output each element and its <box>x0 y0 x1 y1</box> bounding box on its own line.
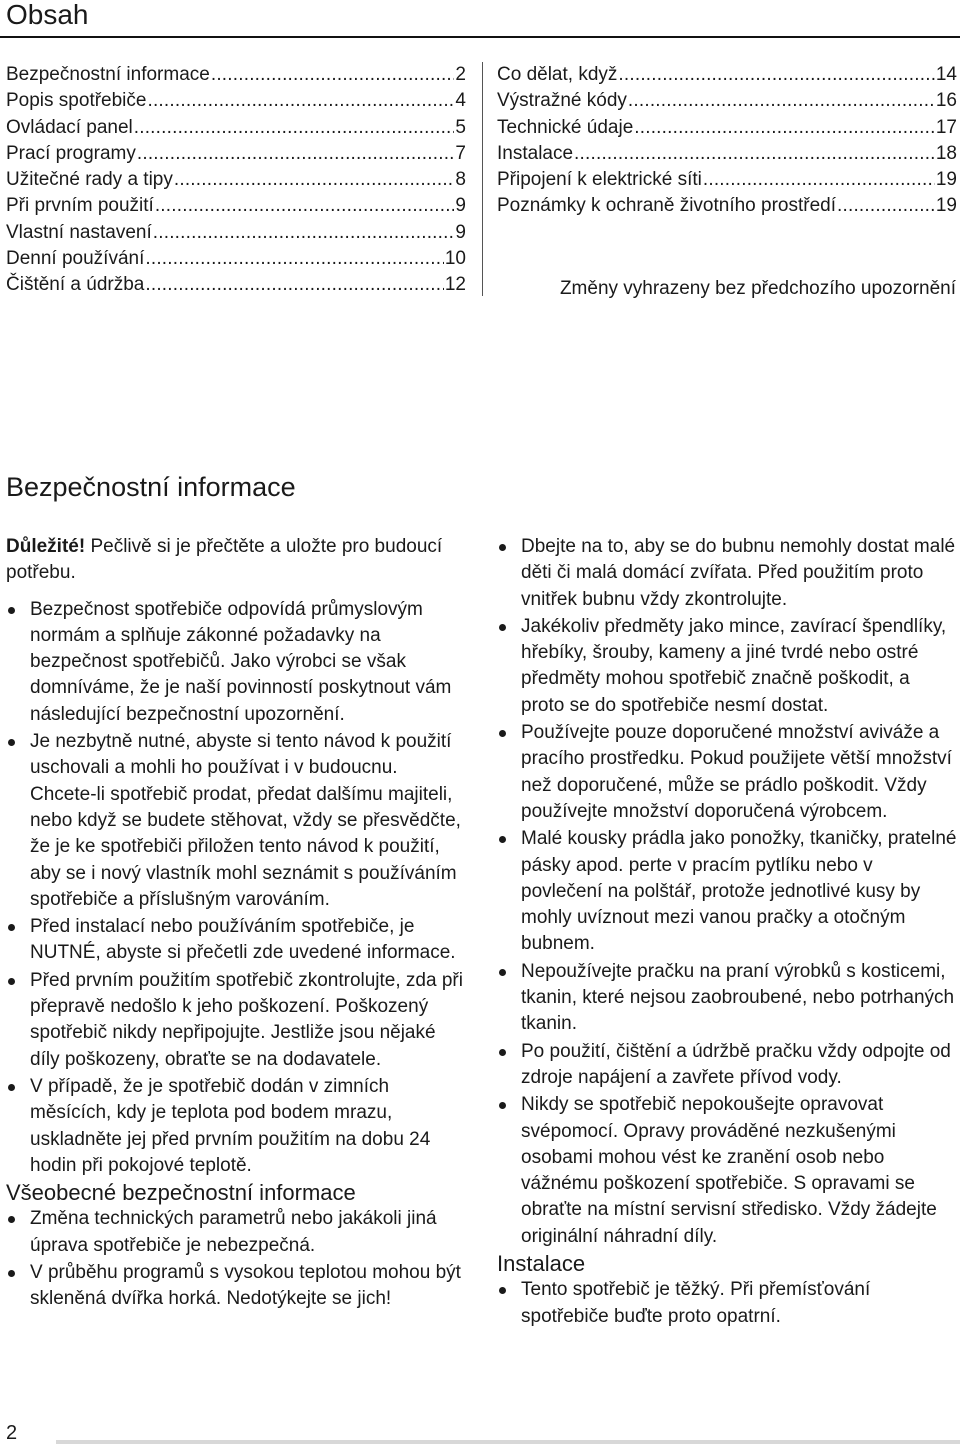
bullet-icon <box>499 1049 506 1056</box>
toc-entry <box>497 62 957 88</box>
title-bar <box>0 0 960 36</box>
bullet-text: Bezpečnost spotřebiče odpovídá průmyslovým normám a splňuje zákonné požadavky na bezpečnost spotřebičů. Jako výrobci se však domníváme, že je naší povinností poskytnout vám následující bezpečnostní upozornění. <box>30 598 452 725</box>
bullet-icon <box>499 836 506 843</box>
bullet-icon <box>8 739 15 746</box>
bullet-text: Nikdy se spotřebič nepokoušejte opravovat svépomocí. Opravy prováděné nezkušenými osobami mohou vést ke zranění osob nebo vážnému poškození spotřebiče. S opravami se obraťte na místní servisní středisko. Vždy žádejte originální náhradní díly. <box>521 1094 937 1247</box>
toc-entry-label: Co dělat, když <box>497 64 618 85</box>
toc-entry <box>6 167 466 193</box>
toc-entry-page: 7 <box>455 142 466 164</box>
bullet-item <box>497 614 957 719</box>
toc-entry-page: 5 <box>455 116 466 138</box>
toc-entry-label: Výstražné kódy <box>497 90 627 112</box>
toc-entry-label: Poznámky k ochraně životního prostředí <box>497 195 837 217</box>
bullet-item <box>6 1260 468 1313</box>
bullet-icon <box>499 1102 506 1109</box>
bullet-icon <box>8 1216 15 1223</box>
toc-leader-dots <box>134 115 455 141</box>
toc-leader-dots <box>155 193 455 219</box>
important-note <box>6 534 468 587</box>
bullet-text: Jakékoliv předměty jako mince, zavírací špendlíky, hřebíky, šrouby, kameny a jiné tvrdé nebo ostré předměty mohou spotřebič značně poškodit, a proto se do spotřebiče nesmí dostat. <box>521 615 947 716</box>
bullet-item <box>497 1277 957 1330</box>
toc-entry <box>6 272 466 298</box>
bullet-icon <box>499 1287 506 1294</box>
toc-entry-page: 18 <box>935 142 957 164</box>
toc-entry-label: Užitečné rady a tipy <box>6 169 173 191</box>
toc-entry-label: Vlastní nastavení <box>6 221 152 243</box>
toc-right-column <box>497 62 957 220</box>
toc-entry-page: 19 <box>935 169 957 191</box>
toc-entry-label: Instalace <box>497 142 574 164</box>
bullet-text: Změna technických parametrů nebo jakákoli jiná úprava spotřebiče je nebezpečná. <box>30 1208 437 1256</box>
toc-entry <box>497 141 957 167</box>
bullet-text: V průběhu programů s vysokou teplotou mohou být skleněná dvířka horká. Nedotýkejte se jich! <box>30 1262 461 1310</box>
bullet-item <box>6 597 468 728</box>
toc-entry-label: Při prvním použití <box>6 195 154 217</box>
bullet-item <box>497 534 957 613</box>
toc-leader-dots <box>837 193 935 219</box>
bullet-item <box>6 1206 468 1259</box>
bullet-text: Je nezbytně nutné, abyste si tento návod k použití uschovali a mohli ho používat i v budoucnu. Chcete-li spotřebič prodat, předat dalšímu majiteli, nebo když se budete stěhovat, vždy se přesvědčte, že je ke spotřebiči přiložen tento návod k použití, aby se i nový vlastník mohl seznámit s používáním spotřebiče a příslušným varováním. <box>30 731 461 910</box>
toc-leader-dots <box>703 167 935 193</box>
safety-list-right <box>497 534 957 1250</box>
bullet-text: Malé kousky prádla jako ponožky, tkaničky, pratelné pásky apod. perte v pracím pytlíku nebo v povlečení na polštář, protože jednotlivé kusy by mohly uvíznout mezi vanou pračky a otočným bubnem. <box>521 828 957 955</box>
bullet-text: Dbejte na to, aby se do bubnu nemohly dostat malé děti či malá domácí zvířata. Před použitím proto vnitřek bubnu vždy zkontrolujte. <box>521 536 956 610</box>
safety-list-left <box>6 597 468 1180</box>
toc-entry-page: 4 <box>455 90 466 112</box>
safety-left-column <box>6 534 468 1314</box>
footer-rule <box>56 1440 960 1444</box>
bullet-icon <box>8 1084 15 1091</box>
change-notice: Změny vyhrazeny bez předchozího upozornění <box>559 278 956 299</box>
bullet-icon <box>499 730 506 737</box>
bullet-text: V případě, že je spotřebič dodán v zimních měsících, kdy je teplota pod bodem mrazu, uskladněte jej před prvním použitím na dobu 24 hodin při pokojové teplotě. <box>30 1075 431 1176</box>
toc-entry-page: 10 <box>444 248 466 270</box>
toc-entry <box>497 88 957 114</box>
toc-entry <box>6 141 466 167</box>
bullet-item <box>497 1092 957 1250</box>
toc-leader-dots <box>145 246 443 272</box>
toc-entry-label: Technické údaje <box>497 116 634 138</box>
toc-leader-dots <box>137 141 455 167</box>
toc-leader-dots <box>628 88 935 114</box>
bullet-item <box>6 914 468 967</box>
toc-leader-dots <box>634 115 935 141</box>
toc-entry-label: Bezpečnostní informace <box>6 64 210 85</box>
toc-left-column <box>6 62 466 299</box>
bullet-item <box>6 968 468 1073</box>
bullet-text: Před prvním použitím spotřebič zkontrolujte, zda při přepravě nedošlo k jeho poškození. Poškozený spotřebič nikdy nepřipojujte. Jestliže jsou nějaké díly poškozeny, obraťte se na dodavatele. <box>30 969 463 1070</box>
toc-entry-page: 8 <box>455 169 466 191</box>
installation-list <box>497 1277 957 1330</box>
bullet-text: Nepoužívejte pračku na praní výrobků s kosticemi, tkanin, které nejsou zaobroubené, nebo potrhaných tkanin. <box>521 960 955 1035</box>
toc-entry-page: 14 <box>935 64 957 85</box>
toc-entry <box>6 246 466 272</box>
bullet-icon <box>499 969 506 976</box>
section-heading-general-safety: Všeobecné bezpečnostní informace <box>6 1180 356 1206</box>
bullet-item <box>6 1074 468 1179</box>
bullet-item <box>497 826 957 957</box>
toc-divider <box>482 62 483 296</box>
toc-leader-dots <box>211 62 455 88</box>
toc-entry <box>497 193 957 219</box>
toc-entry-label: Prací programy <box>6 142 136 164</box>
toc-entry <box>6 62 466 88</box>
bullet-item <box>497 720 957 825</box>
section-heading-safety: Bezpečnostní informace <box>6 472 296 502</box>
toc-leader-dots <box>618 62 934 88</box>
bullet-icon <box>8 1270 15 1277</box>
title-underline <box>0 36 960 38</box>
section-heading-installation: Instalace <box>497 1251 586 1277</box>
toc-entry <box>6 88 466 114</box>
bullet-item <box>497 959 957 1038</box>
toc-entry <box>497 115 957 141</box>
important-text: Pečlivě si je přečtěte a uložte pro budoucí potřebu. <box>6 536 443 584</box>
toc-entry <box>6 115 466 141</box>
toc-entry-page: 9 <box>455 221 466 243</box>
bullet-text: Tento spotřebič je těžký. Při přemísťování spotřebiče buďte proto opatrní. <box>521 1279 871 1327</box>
bullet-item <box>6 729 468 913</box>
toc-entry-label: Ovládací panel <box>6 116 133 138</box>
page-title: Obsah <box>6 0 89 30</box>
toc-entry <box>6 220 466 246</box>
bullet-text: Po použití, čištění a údržbě pračku vždy odpojte od zdroje napájení a zavřete přívod vody. <box>521 1040 951 1088</box>
toc-leader-dots <box>145 272 444 298</box>
toc-entry-page: 12 <box>444 274 466 296</box>
toc-entry <box>497 167 957 193</box>
toc-leader-dots <box>574 141 935 167</box>
toc-leader-dots <box>147 88 454 114</box>
bullet-icon <box>8 924 15 931</box>
toc-leader-dots <box>153 220 455 246</box>
important-label: Důležité! <box>6 536 86 557</box>
toc-entry-page: 16 <box>935 90 957 112</box>
toc-entry-label: Popis spotřebiče <box>6 90 147 112</box>
bullet-text: Před instalací nebo používáním spotřebiče, je NUTNÉ, abyste si přečetli zde uvedené informace. <box>30 916 456 964</box>
toc-entry-page: 19 <box>935 195 957 217</box>
toc-entry-page: 2 <box>455 64 466 85</box>
safety-right-column <box>497 534 957 1331</box>
toc-leader-dots <box>174 167 455 193</box>
bullet-icon <box>8 607 15 614</box>
toc-entry-label: Čištění a údržba <box>6 274 145 296</box>
bullet-icon <box>499 624 506 631</box>
page-number: 2 <box>6 1422 18 1444</box>
toc-entry-page: 17 <box>935 116 957 138</box>
bullet-icon <box>499 544 506 551</box>
toc-entry-label: Denní používání <box>6 248 145 270</box>
toc-entry-label: Připojení k elektrické síti <box>497 169 702 191</box>
bullet-text: Používejte pouze doporučené množství aviváže a pracího prostředku. Pokud použijete větší množství než doporučené, může se prádlo poškodit. Vždy používejte množství doporučená výrobcem. <box>521 722 952 822</box>
general-safety-list <box>6 1206 468 1312</box>
bullet-icon <box>8 978 15 985</box>
toc-entry <box>6 193 466 219</box>
toc-entry-page: 9 <box>455 195 466 217</box>
bullet-item <box>497 1039 957 1092</box>
